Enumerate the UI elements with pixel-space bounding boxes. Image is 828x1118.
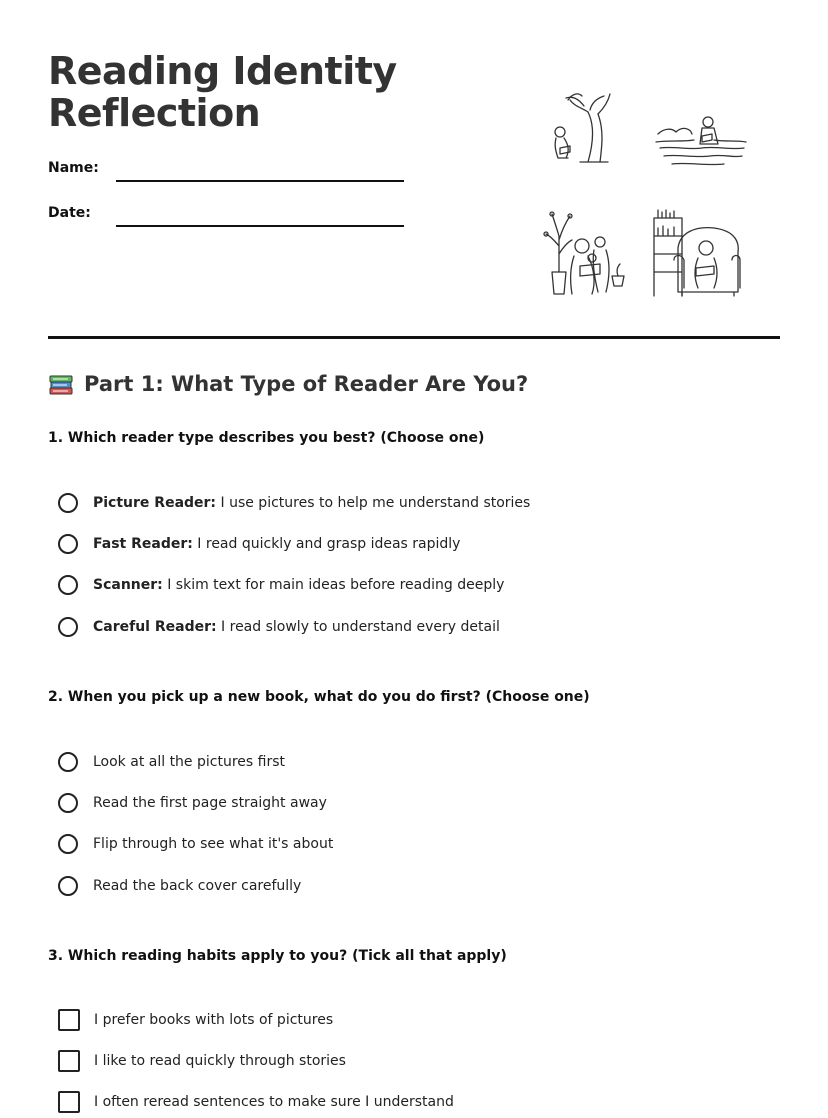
- radio-button[interactable]: [58, 617, 78, 637]
- family-reading-together-icon: [540, 206, 630, 298]
- option-bold-label: Scanner:: [93, 577, 163, 593]
- q3-option-3[interactable]: [58, 1089, 454, 1115]
- q3-option-1[interactable]: [58, 1007, 333, 1033]
- option-bold-label: Fast Reader:: [93, 536, 193, 552]
- radio-button[interactable]: [58, 876, 78, 896]
- part1-heading-text: Part 1: What Type of Reader Are You?: [84, 372, 529, 396]
- name-input-line[interactable]: [116, 180, 404, 182]
- radio-button[interactable]: [58, 493, 78, 513]
- option-text: I read slowly to understand every detail: [216, 619, 500, 635]
- page-title: Reading Identity Reflection: [48, 49, 397, 135]
- q2-option-2[interactable]: [58, 790, 327, 816]
- option-text: I prefer books with lots of pictures: [94, 1012, 334, 1028]
- option-text: Read the first page straight away: [93, 795, 327, 811]
- radio-button[interactable]: [58, 534, 78, 554]
- q1-option-scanner[interactable]: [58, 572, 504, 598]
- option-text: I use pictures to help me understand stories: [216, 495, 531, 511]
- q2-option-4[interactable]: [58, 873, 301, 899]
- q2-option-1[interactable]: [58, 749, 285, 775]
- section-divider: [48, 336, 780, 339]
- option-text: I like to read quickly through stories: [94, 1053, 346, 1069]
- part1-heading: [48, 372, 528, 396]
- radio-button[interactable]: [58, 793, 78, 813]
- checkbox[interactable]: [58, 1009, 80, 1031]
- q1-option-fast-reader[interactable]: [58, 531, 460, 557]
- child-reading-under-tree-icon: [548, 88, 614, 166]
- name-field: [48, 160, 408, 184]
- q1-option-picture-reader[interactable]: [58, 490, 530, 516]
- child-reading-by-water-icon: [654, 112, 748, 170]
- radio-button[interactable]: [58, 752, 78, 772]
- q3-option-2[interactable]: [58, 1048, 346, 1074]
- option-text: I read quickly and grasp ideas rapidly: [192, 536, 461, 552]
- date-field: [48, 205, 408, 229]
- child-reading-in-armchair-icon: [648, 208, 744, 300]
- date-input-line[interactable]: [116, 225, 404, 227]
- option-text: Flip through to see what it's about: [93, 836, 334, 852]
- option-text: I often reread sentences to make sure I understand: [94, 1094, 454, 1110]
- radio-button[interactable]: [58, 834, 78, 854]
- radio-button[interactable]: [58, 575, 78, 595]
- q2-option-3[interactable]: [58, 831, 333, 857]
- question-1: 1. Which reader type describes you best? (Choose one): [48, 430, 485, 446]
- date-label: Date:: [48, 205, 91, 221]
- option-bold-label: Careful Reader:: [93, 619, 217, 635]
- option-bold-label: Picture Reader:: [93, 495, 217, 511]
- checkbox[interactable]: [58, 1050, 80, 1072]
- q1-option-careful-reader[interactable]: [58, 614, 500, 640]
- name-label: Name:: [48, 160, 99, 176]
- question-3: 3. Which reading habits apply to you? (Tick all that apply): [48, 948, 507, 964]
- question-2: 2. When you pick up a new book, what do you do first? (Choose one): [48, 689, 590, 705]
- option-text: Look at all the pictures first: [93, 754, 285, 770]
- option-text: Read the back cover carefully: [93, 878, 302, 894]
- checkbox[interactable]: [58, 1091, 80, 1113]
- books-emoji-icon: [48, 372, 74, 396]
- option-text: I skim text for main ideas before reading deeply: [162, 577, 505, 593]
